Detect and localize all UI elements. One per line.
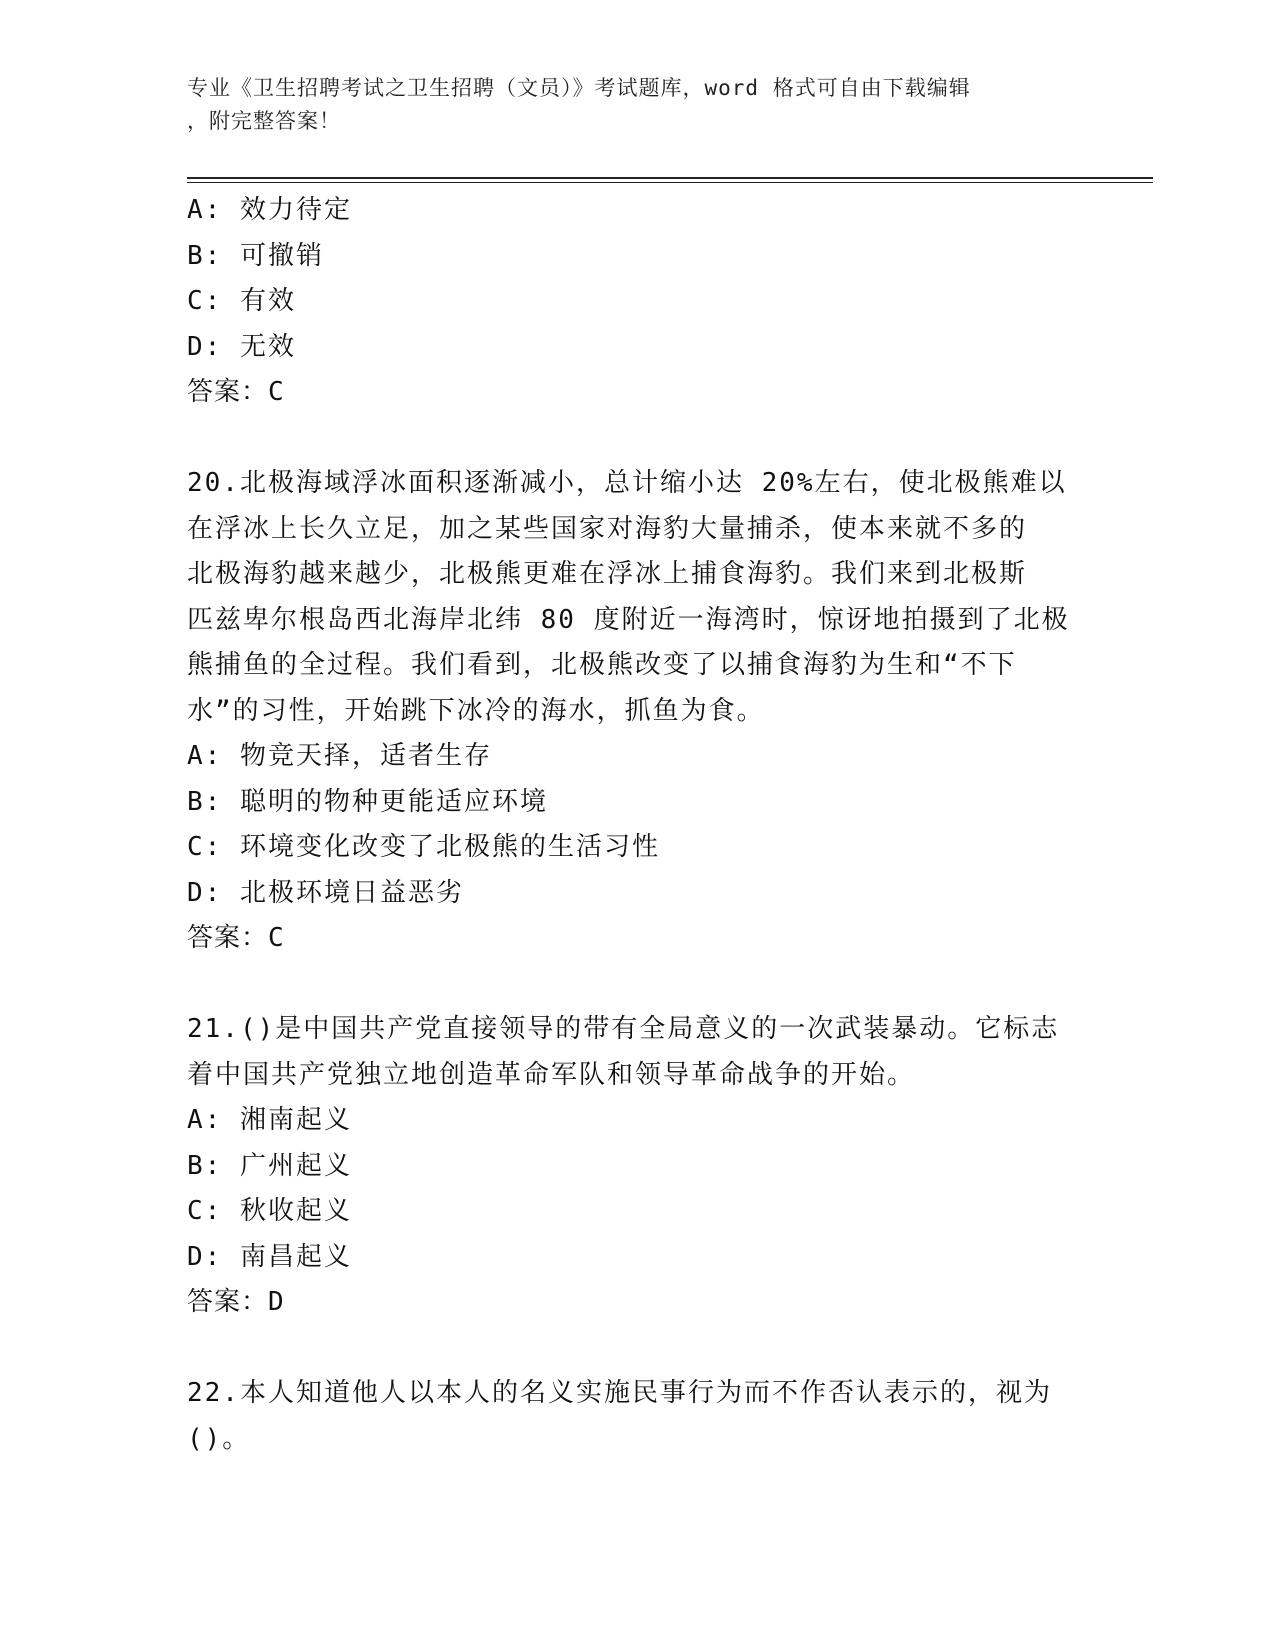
option-d: D: 南昌起义 [187, 1241, 352, 1272]
question-text-line: 21.()是中国共产党直接领导的带有全局意义的一次武装暴动。它标志 [187, 1014, 1060, 1044]
header-divider-thin [187, 182, 1153, 183]
option-a: A: 物竞天择，适者生存 [187, 741, 492, 771]
question-text-line: 22.本人知道他人以本人的名义实施民事行为而不作否认表示的，视为 [187, 1378, 1052, 1408]
question-list [187, 188, 1070, 1462]
question-block-20 [187, 461, 1070, 962]
question-text-line: 熊捕鱼的全过程。我们看到，北极熊改变了以捕食海豹为生和“不下 [187, 650, 1017, 680]
question-block-21 [187, 1007, 1067, 1326]
question-text-line: 着中国共产党独立地创造革命军队和领导革命战争的开始。 [187, 1059, 916, 1090]
option-a: A: 效力待定 [187, 195, 352, 225]
option-b: B: 聪明的物种更能适应环境 [187, 786, 548, 817]
document-header [187, 72, 1067, 138]
header-line-1: 专业《卫生招聘考试之卫生招聘（文员）》考试题库，word 格式可自由下载编辑 [187, 76, 971, 100]
answer: 答案：D [187, 1287, 285, 1317]
answer: 答案：C [187, 923, 285, 953]
question-text-line: 水”的习性，开始跳下冰冷的海水，抓鱼为食。 [187, 695, 765, 726]
option-d: D: 北极环境日益恶劣 [187, 877, 464, 908]
question-text-line: 20.北极海域浮冰面积逐渐减小，总计缩小达 20%左右，使北极熊难以 [187, 468, 1067, 498]
question-text-line: 北极海豹越来越少，北极熊更难在浮冰上捕食海豹。我们来到北极斯 [187, 559, 1028, 589]
option-a: A: 湘南起义 [187, 1105, 352, 1135]
option-c: C: 环境变化改变了北极熊的生活习性 [187, 832, 660, 862]
option-d: D: 无效 [187, 331, 296, 362]
question-block-19 [187, 188, 1067, 416]
question-text-line: 匹兹卑尔根岛西北海岸北纬 80 度附近一海湾时，惊讶地拍摄到了北极 [187, 604, 1070, 635]
option-b: B: 广州起义 [187, 1150, 352, 1181]
option-b: B: 可撤销 [187, 240, 324, 271]
option-c: C: 有效 [187, 286, 296, 316]
header-divider-thick [187, 177, 1153, 179]
answer: 答案：C [187, 377, 285, 407]
header-line-2: ，附完整答案！ [187, 109, 341, 133]
question-text-line: ()。 [187, 1423, 251, 1454]
option-c: C: 秋收起义 [187, 1196, 352, 1226]
question-text-line: 在浮冰上长久立足，加之某些国家对海豹大量捕杀，使本来就不多的 [187, 513, 1028, 544]
question-block-22 [187, 1371, 1067, 1462]
